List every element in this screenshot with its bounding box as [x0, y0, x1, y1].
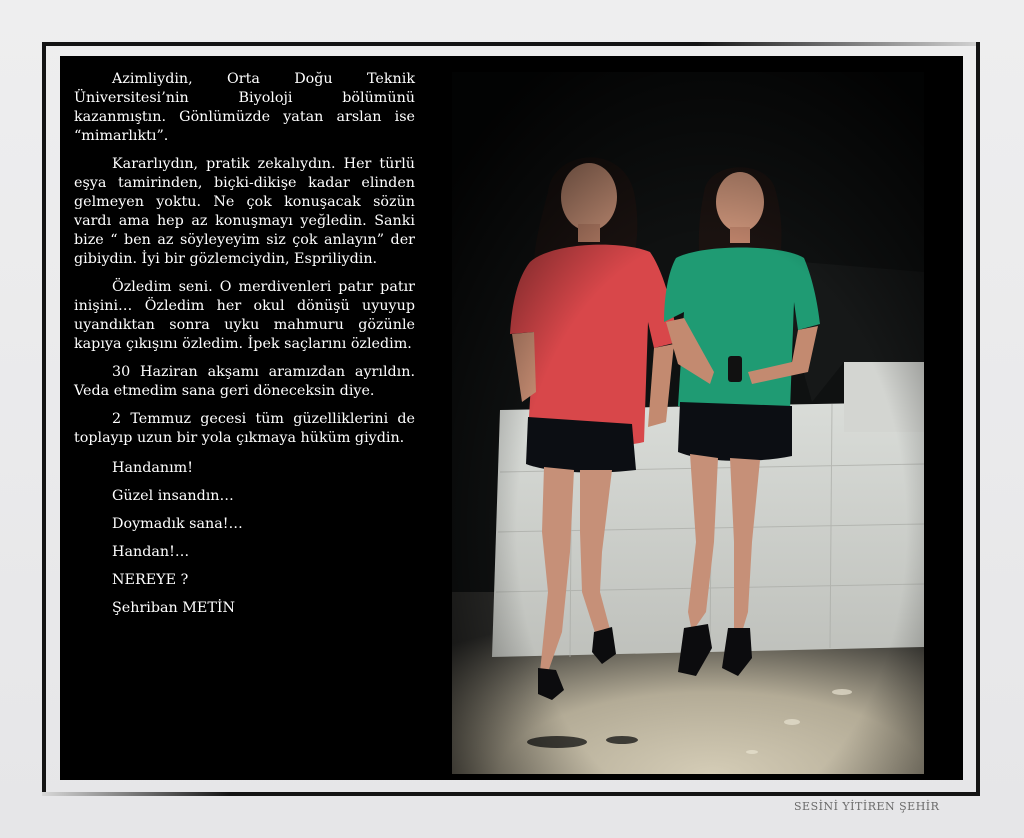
- frame-top-line: [46, 42, 976, 46]
- photo-two-women: [452, 72, 924, 774]
- line-doymadik: Doymadık sana!…: [112, 516, 243, 532]
- line-nereye: NEREYE ?: [112, 572, 189, 588]
- author-signature: Şehriban METİN: [112, 600, 236, 616]
- line-guzel-insandin: Güzel insandın…: [112, 488, 234, 504]
- line-handan: Handan!…: [112, 544, 190, 560]
- footer-caption: SESİNİ YİTİREN ŞEHİR: [794, 800, 940, 813]
- paragraph-4: 30 Haziran akşamı aramızdan ayrıldın. Veda etmedim sana geri döneceksin diye.: [74, 364, 415, 399]
- memorial-text: [74, 70, 415, 627]
- paragraph-2: Kararlıydın, pratik zekalıydın. Her türlü eşya tamirinden, biçki-dikişe kadar elinden gelmeyen yoktu. Ne çok konuşacak sözün vardı ama hep az konuşmayı yeğledin. Sanki bize “ ben az söyleyeyim siz çok anlayın” der gibiydin. İyi bir gözlemciydin, Espriliydin.: [74, 156, 415, 267]
- paragraph-1: Azimliydin, Orta Doğu Teknik Üniversitesi’nin Biyoloji bölümünü kazanmıştın. Gönlümüzde yatan arslan ise “mimarlıktı”.: [74, 71, 415, 144]
- paragraph-5: 2 Temmuz gecesi tüm güzelliklerini de toplayıp uzun bir yola çıkmaya hüküm giydin.: [74, 411, 415, 446]
- line-handanim: Handanım!: [112, 460, 193, 476]
- frame-bottom-line: [42, 792, 980, 796]
- photo-illustration: [452, 72, 924, 774]
- frame-left-line: [42, 42, 46, 796]
- frame-right-line: [976, 42, 980, 794]
- paragraph-3: Özledim seni. O merdivenleri patır patır inişini… Özledim her okul dönüşü uyuyup uyandıktan sonra uyku mahmuru gözünle kapıya çıkışını özledim. İpek saçlarını özledim.: [74, 279, 415, 352]
